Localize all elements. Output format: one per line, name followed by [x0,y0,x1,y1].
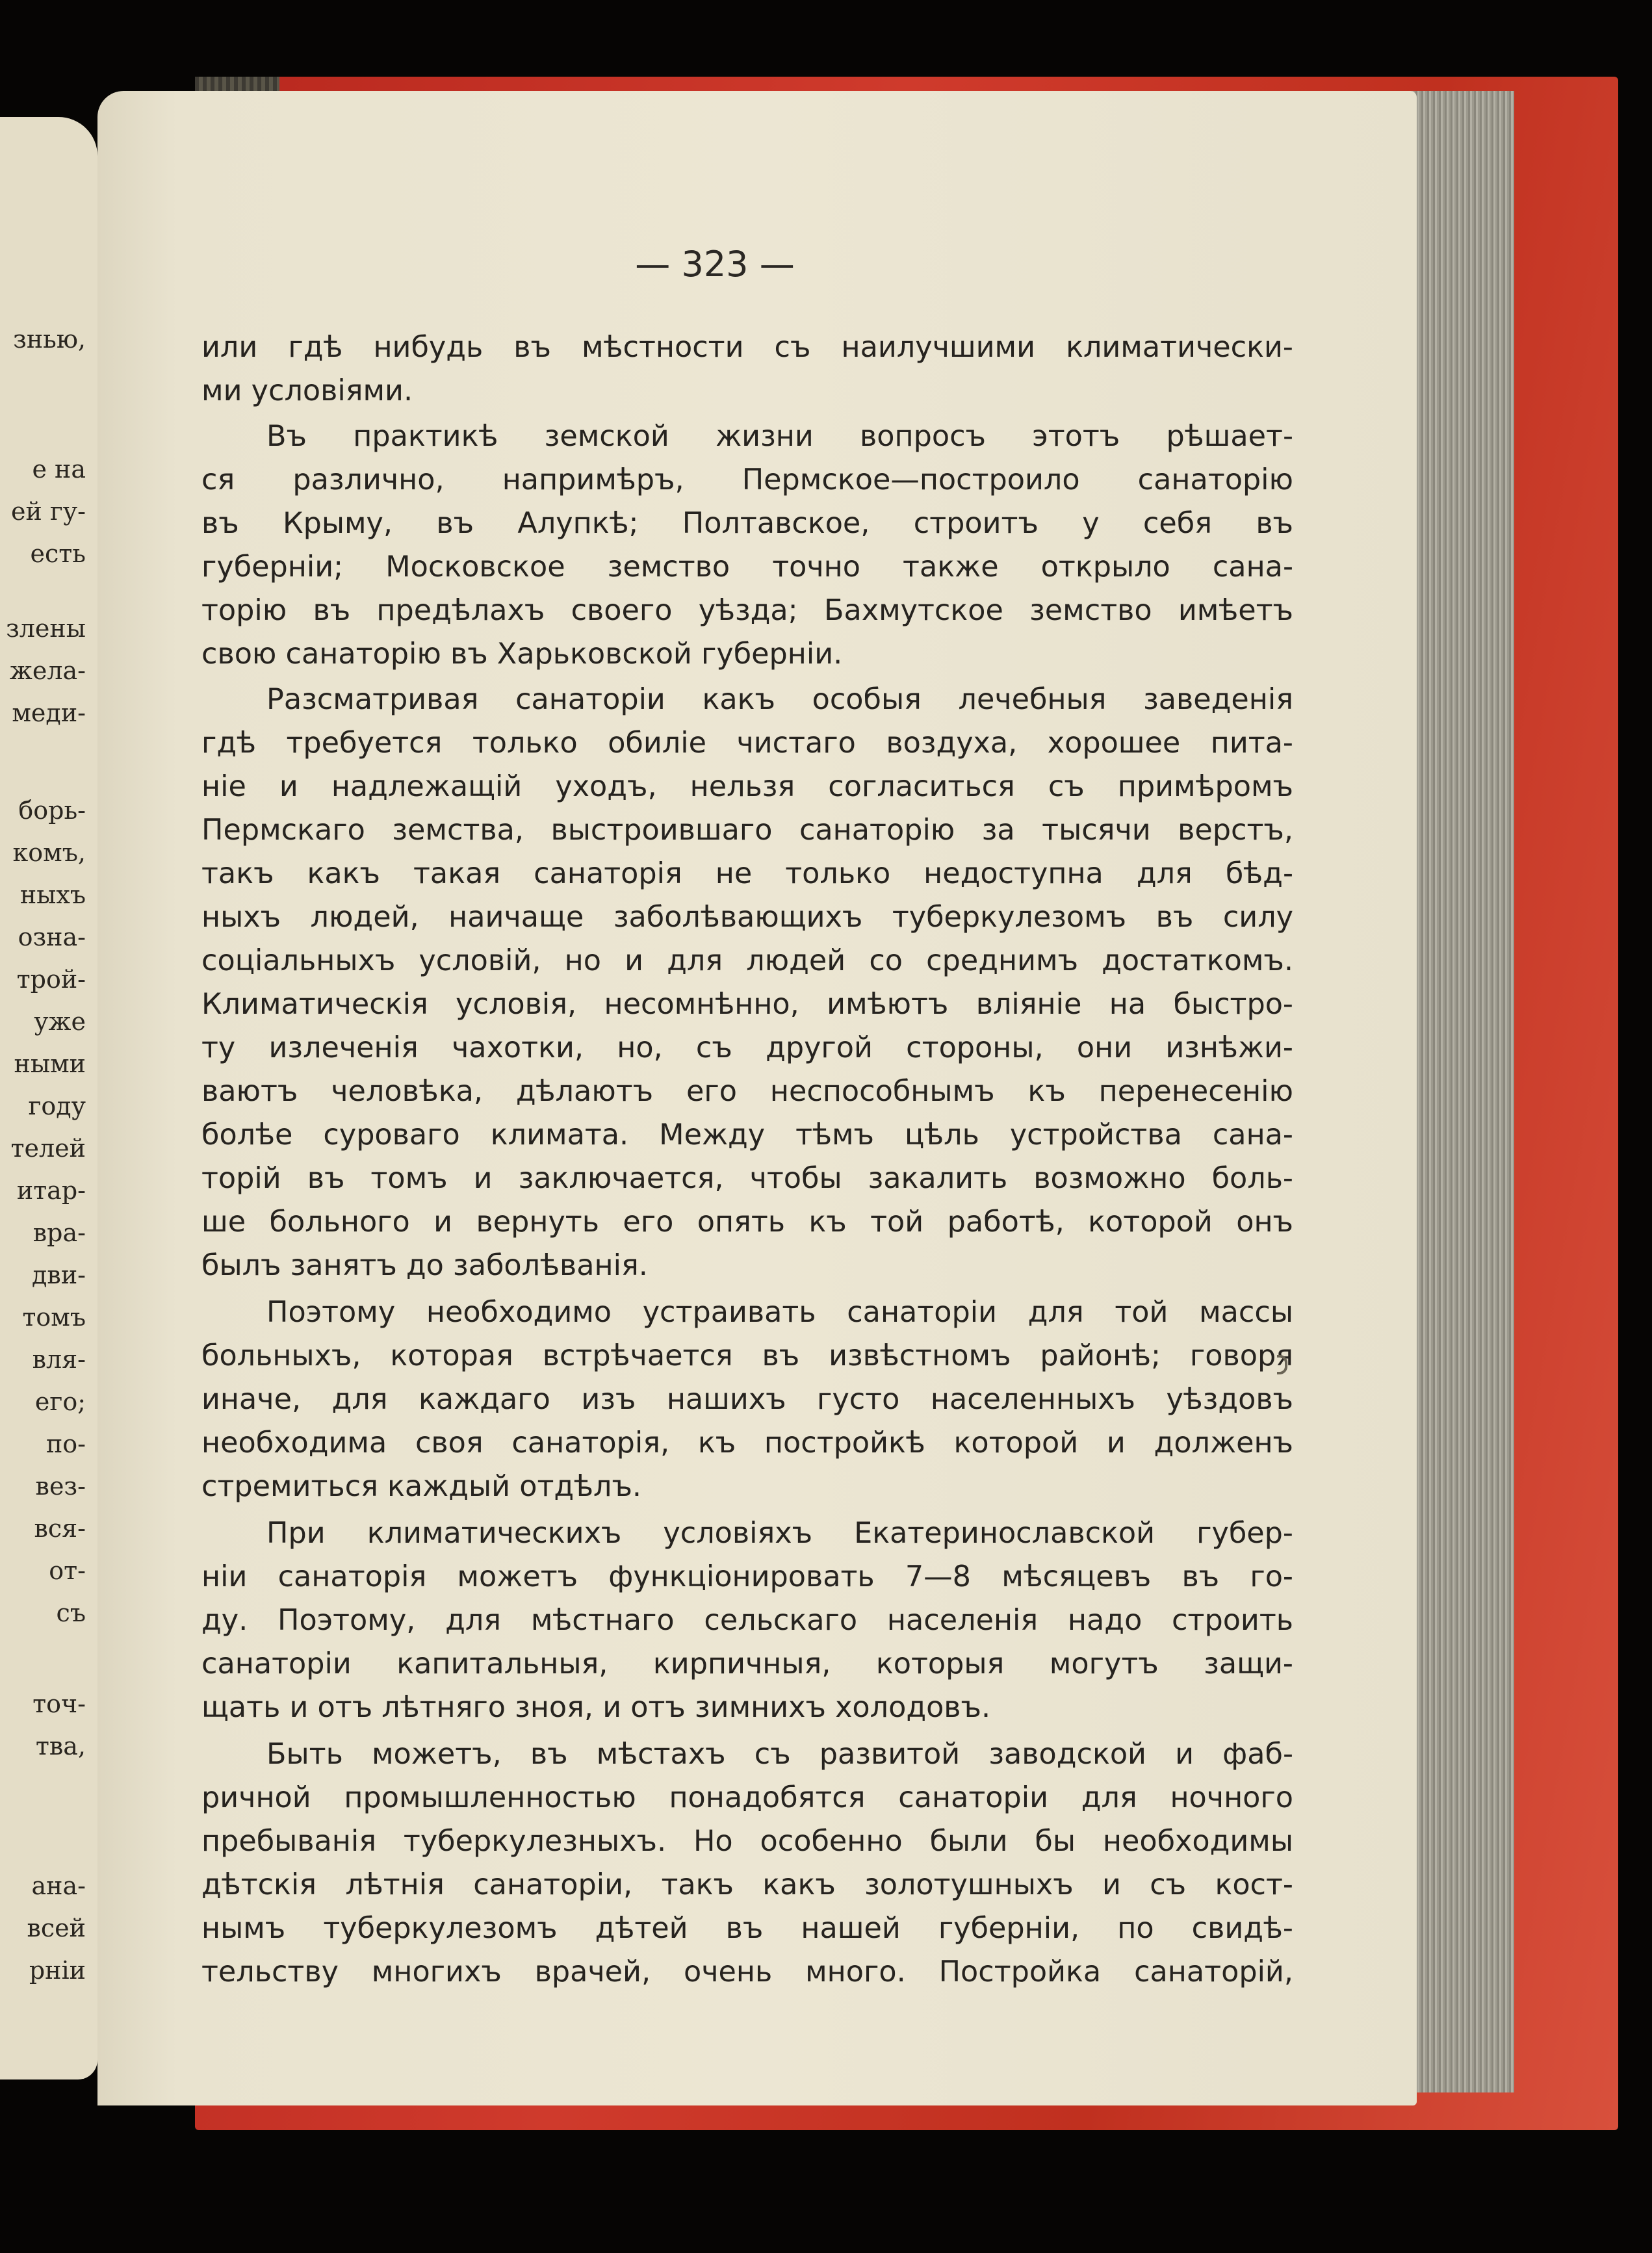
text-line: нымъ туберкулезомъ дѣтей въ нашей губерніи, по свидѣ- [201,1912,1293,1945]
text-line: ся различно, напримѣръ, Пермское—построило санаторію [201,463,1293,496]
text-line: тельству многихъ врачей, очень много. Постройка санаторій, [201,1955,1293,1989]
left-page-line: злены [6,614,86,643]
left-page-line: вся- [34,1514,86,1543]
text-line: больныхъ, которая встрѣчается въ извѣстномъ районѣ; говоря [201,1339,1293,1372]
text-line: Поэтому необходимо устраивать санаторіи для той массы [266,1296,1293,1329]
text-line: При климатическихъ условіяхъ Екатеринославской губер- [266,1517,1293,1550]
text-line: санаторіи капитальныя, кирпичныя, которыя могутъ защи- [201,1647,1293,1680]
text-line: свою санаторію въ Харьковской губерніи. [201,637,843,671]
left-page-line: рніи [29,1956,86,1985]
text-line: въ Крыму, въ Алупкѣ; Полтавское, строитъ у себя въ [201,507,1293,540]
text-line: ніи санаторія можетъ функціонировать 7—8 мѣсяцевъ въ го- [201,1560,1293,1593]
left-page-line: ными [14,1049,86,1078]
left-page-line: году [28,1092,86,1120]
left-page-line: уже [34,1007,86,1036]
text-line: болѣе суроваго климата. Между тѣмъ цѣль устройства сана- [201,1118,1293,1152]
text-line: губерніи; Московское земство точно также открыло сана- [201,550,1293,584]
left-page-line: телей [10,1134,86,1163]
left-page-line: ныхъ [19,881,86,909]
left-page-line: от- [49,1556,86,1585]
left-page-line: вез- [35,1472,86,1500]
text-line: ныхъ людей, наичаще заболѣвающихъ туберкулезомъ въ силу [201,901,1293,934]
left-page-line: комъ, [12,838,86,867]
text-line: Быть можетъ, въ мѣстахъ съ развитой заводской и фаб- [266,1738,1293,1771]
text-line: торію въ предѣлахъ своего уѣзда; Бахмутское земство имѣетъ [201,594,1293,627]
text-line: Разсматривая санаторіи какъ особыя лечебныя заведенія [266,683,1293,716]
text-line: Пермскаго земства, выстроившаго санаторію за тысячи верстъ, [201,814,1293,847]
left-page-line: тва, [35,1732,86,1760]
left-page-line: ей гу- [10,497,86,526]
text-line: щать и отъ лѣтняго зноя, и отъ зимнихъ холодовъ. [201,1691,991,1724]
left-page-line: ана- [31,1872,86,1900]
left-page-line: знью, [13,325,86,354]
text-line: иначе, для каждаго изъ нашихъ густо населенныхъ уѣздовъ [201,1383,1293,1416]
left-page-line: всей [27,1914,86,1942]
text-line: былъ занятъ до заболѣванія. [201,1249,648,1282]
text-line: дѣтскія лѣтнія санаторіи, такъ какъ золотушныхъ и съ кост- [201,1868,1293,1901]
left-page-line: съ [56,1599,86,1627]
left-page-line: дви- [32,1261,86,1289]
text-line: необходима своя санаторія, къ постройкѣ которой и долженъ [201,1426,1293,1460]
text-line: Климатическія условія, несомнѣнно, имѣютъ вліяніе на быстро- [201,988,1293,1021]
left-page-line: е на [32,455,86,483]
text-line: ричной промышленностью понадобятся санаторіи для ночного [201,1781,1293,1814]
left-page-line: вля- [32,1345,86,1374]
page-block-edge [1404,91,1514,2092]
text-line: ше больного и вернуть его опять къ той работѣ, которой онъ [201,1205,1293,1239]
text-line: ду. Поэтому, для мѣстнаго сельскаго населенія надо строить [201,1604,1293,1637]
text-line: пребыванія туберкулезныхъ. Но особенно были бы необходимы [201,1825,1293,1858]
text-line: ніе и надлежащій уходъ, нельзя согласиться съ примѣромъ [201,770,1293,803]
text-line: Въ практикѣ земской жизни вопросъ этотъ рѣшает- [266,420,1293,453]
text-line: гдѣ требуется только обиліе чистаго воздуха, хорошее пита- [201,727,1293,760]
book-page [97,91,1417,2105]
left-page-line: итар- [16,1176,86,1205]
left-page-line: жела- [9,656,86,685]
left-page-line: есть [30,539,86,568]
facing-page-left [0,117,97,2079]
left-page-line: его; [34,1387,86,1416]
left-page-line: меди- [12,699,86,727]
text-line: стремиться каждый отдѣлъ. [201,1470,642,1503]
text-line: соціальныхъ условій, но и для людей со среднимъ достаткомъ. [201,944,1293,977]
page-number: — 323 — [635,244,795,285]
text-line: такъ какъ такая санаторія не только недоступна для бѣд- [201,857,1293,890]
left-page-line: точ- [32,1690,86,1718]
left-page-line: томъ [22,1303,86,1332]
text-line: торій въ томъ и заключается, чтобы закалить возможно боль- [201,1162,1293,1195]
left-page-line: по- [45,1430,86,1458]
text-line: ваютъ человѣка, дѣлаютъ его неспособнымъ къ перенесенію [201,1075,1293,1108]
text-line: или гдѣ нибудь въ мѣстности съ наилучшими климатически- [201,331,1293,364]
text-line: ми условіями. [201,374,413,407]
left-page-line: вра- [32,1218,86,1247]
text-line: ту излеченія чахотки, но, съ другой стороны, они изнѣжи- [201,1031,1293,1064]
left-page-line: озна- [18,923,86,951]
left-page-line: борь- [18,796,86,825]
left-page-line: трой- [16,965,86,994]
